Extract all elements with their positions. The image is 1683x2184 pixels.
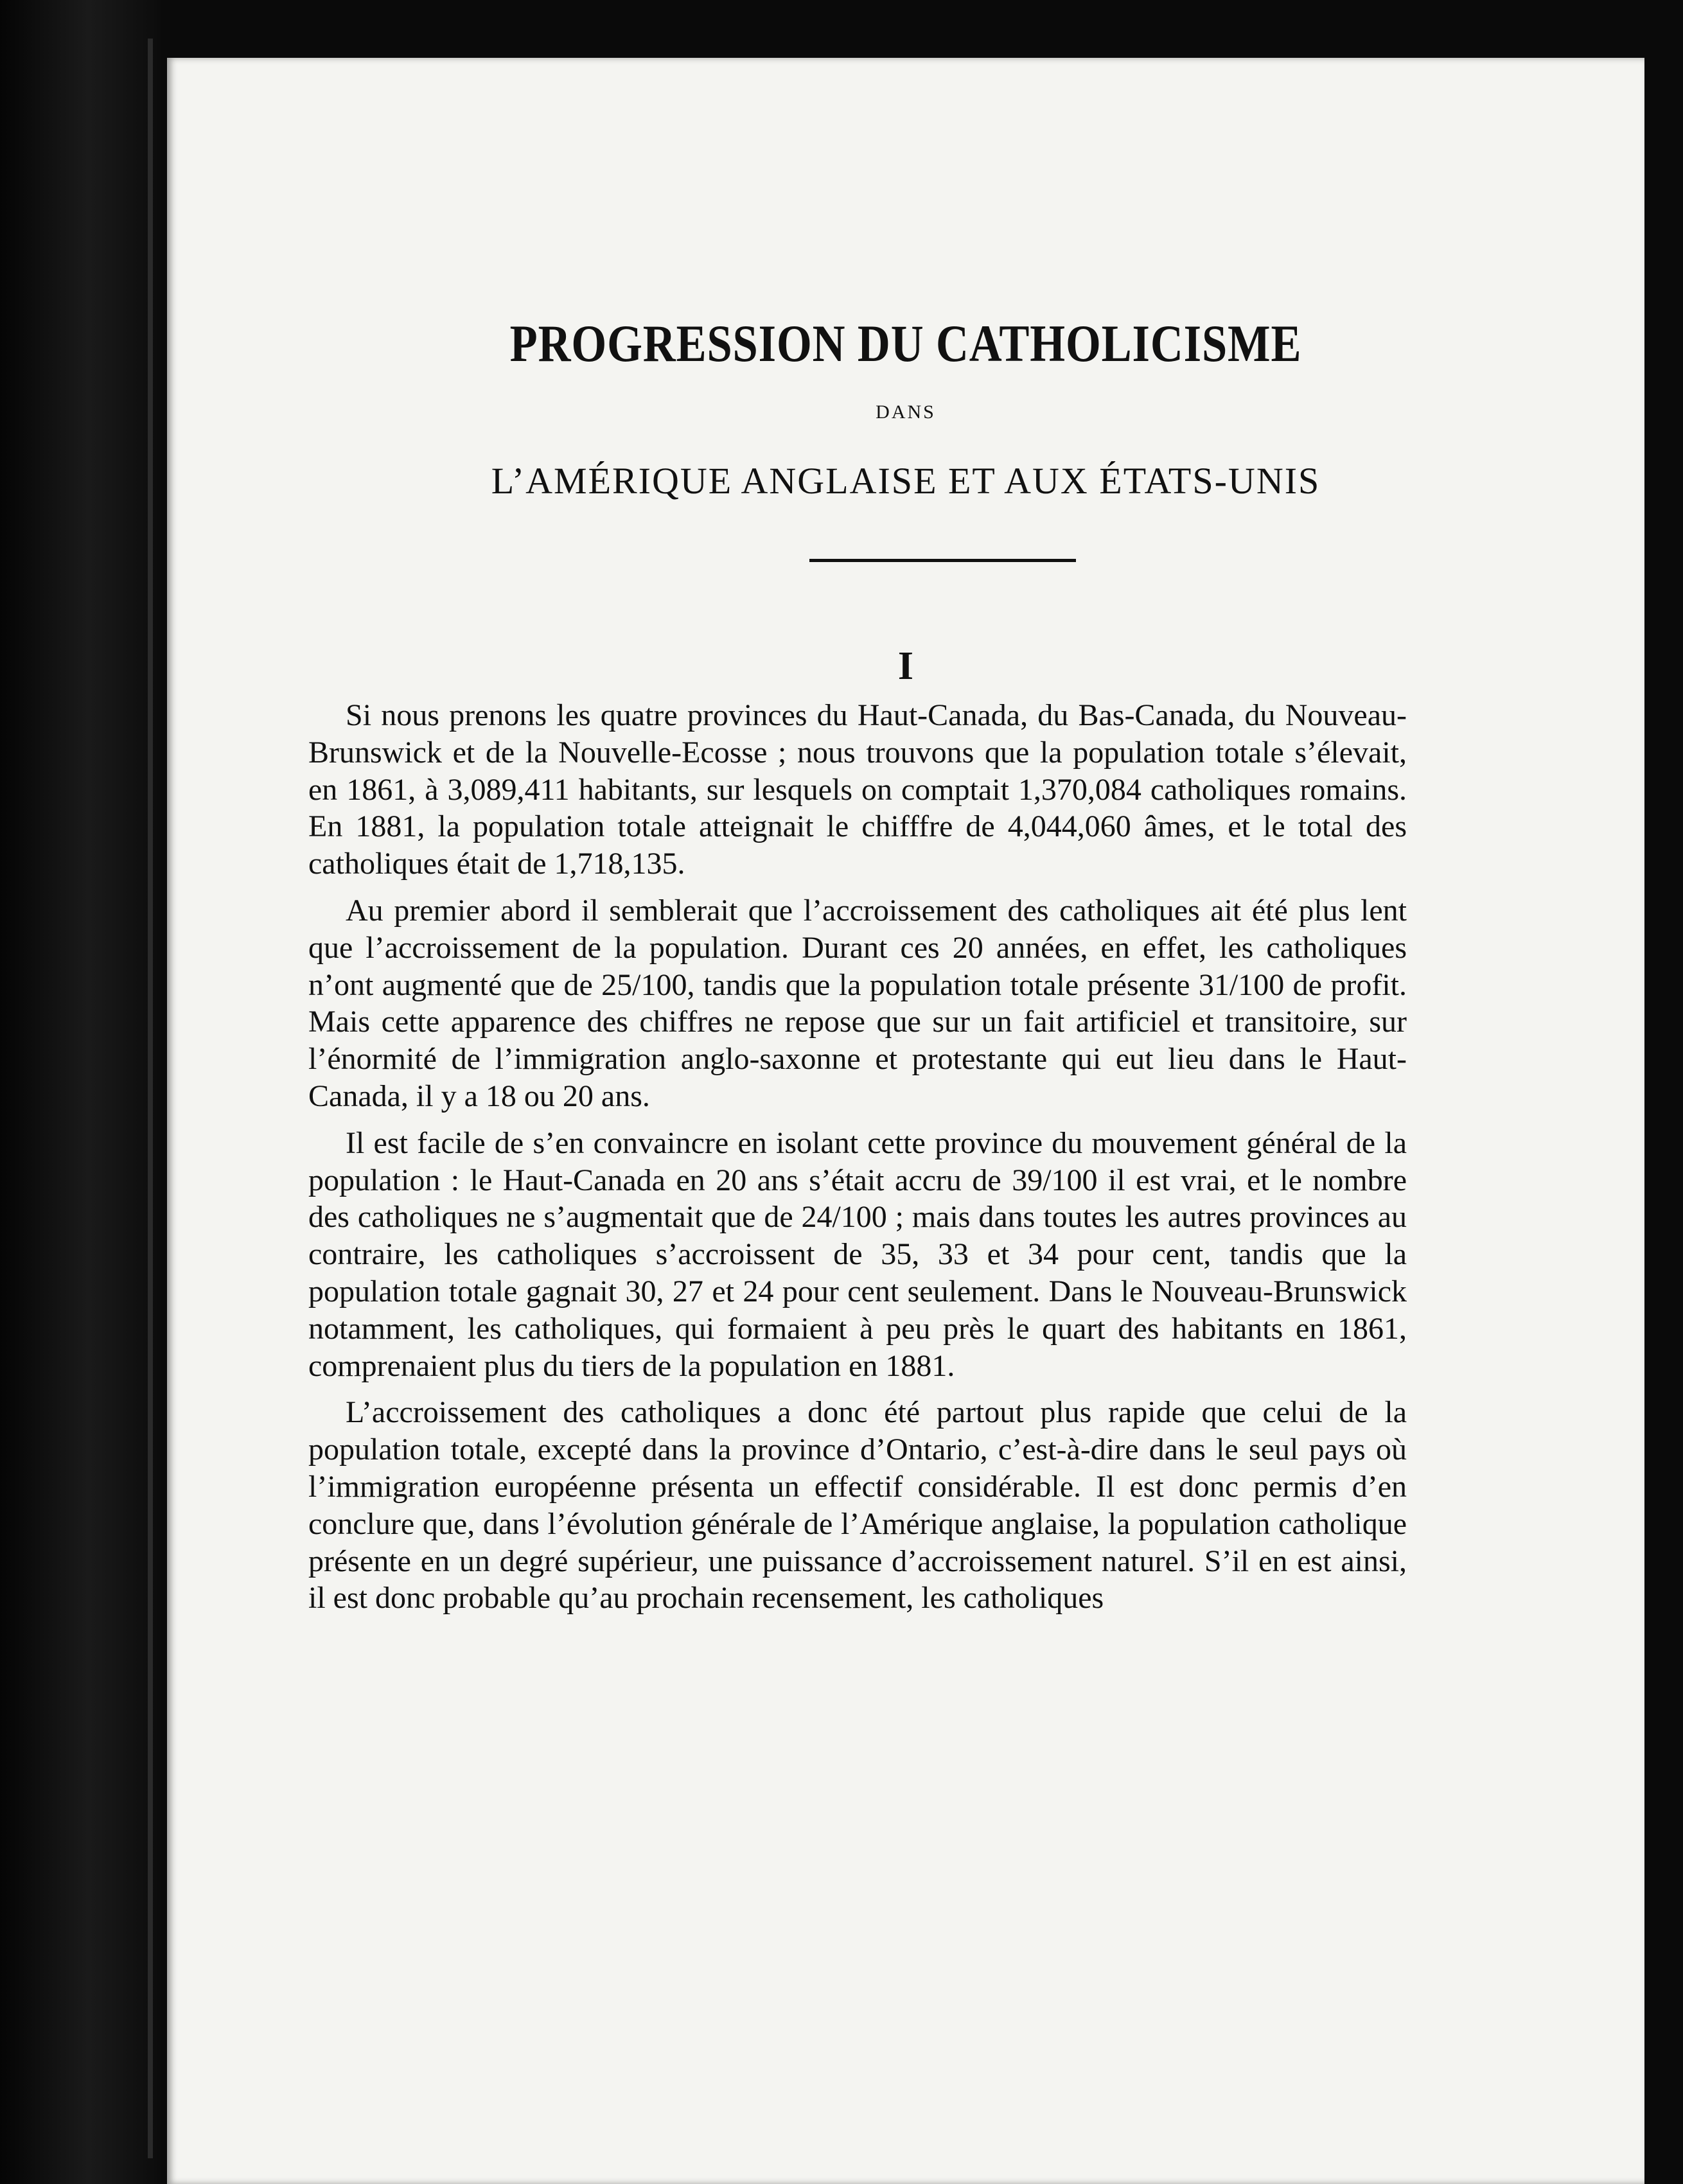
scan-left-margin bbox=[0, 0, 161, 2184]
document-page bbox=[167, 58, 1644, 2184]
paragraph: Si nous prenons les quatre provinces du Haut-Canada, du Bas-Canada, du Nouveau-Brunswick et de la Nouvelle-Ecosse ; nous trouvons que la population totale s’élevait, en 1861, à 3,089,411 habitants, sur lesquels on comptait 1,370,084 catholiques romains. En 1881, la population totale atteignait le chifffre de 4,044,060 âmes, et le total des catholiques était de 1,718,135. bbox=[308, 698, 1407, 881]
section-number: I bbox=[897, 644, 914, 688]
document-title: PROGRESSION DU CATHOLICISME bbox=[509, 314, 1302, 373]
paragraph: Il est facile de s’en convaincre en isolant cette province du mouvement général de la population : le Haut-Canada en 20 ans s’était accru de 39/100 il est vrai, et le nombre des catholiques ne s’augmentait que de 24/100 ; mais dans toutes les autres provinces au contraire, les catholiques s’accroissent de 35, 33 et 34 pour cent, tandis que la population totale gagnait 30, 27 et 24 pour cent seulement. Dans le Nouveau-Brunswick notamment, les catholiques, qui formaient à peu près le quart des habitants en 1861, comprenaient plus du tiers de la population en 1881. bbox=[308, 1125, 1407, 1383]
page-fold-edge bbox=[148, 39, 153, 2158]
body-text bbox=[308, 697, 1407, 1626]
title-connector: DANS bbox=[876, 401, 936, 423]
title-divider bbox=[809, 559, 1076, 562]
document-subtitle: L’AMÉRIQUE ANGLAISE ET AUX ÉTATS-UNIS bbox=[491, 460, 1321, 502]
paragraph: Au premier abord il semblerait que l’accroissement des catholiques ait été plus lent que l’accroissement de la population. Durant ces 20 années, en effet, les catholiques n’ont augmenté que de 25/100, tandis que la population totale présente 31/100 de profit. Mais cette apparence des chiffres ne repose que sur un fait artificiel et transitoire, sur l’énormité de l’immigration anglo-saxonne et protestante qui eut lieu dans le Haut-Canada, il y a 18 ou 20 ans. bbox=[308, 893, 1407, 1113]
paragraph: L’accroissement des catholiques a donc été partout plus rapide que celui de la population totale, excepté dans la province d’Ontario, c’est-à-dire dans le seul pays où l’immigration européenne présenta un effectif considérable. Il est donc permis d’en conclure que, dans l’évolution générale de l’Amérique anglaise, la population catholique présente en un degré supérieur, une puissance d’accroissement naturel. S’il en est ainsi, il est donc probable qu’au prochain recensement, les catholiques bbox=[308, 1395, 1407, 1616]
